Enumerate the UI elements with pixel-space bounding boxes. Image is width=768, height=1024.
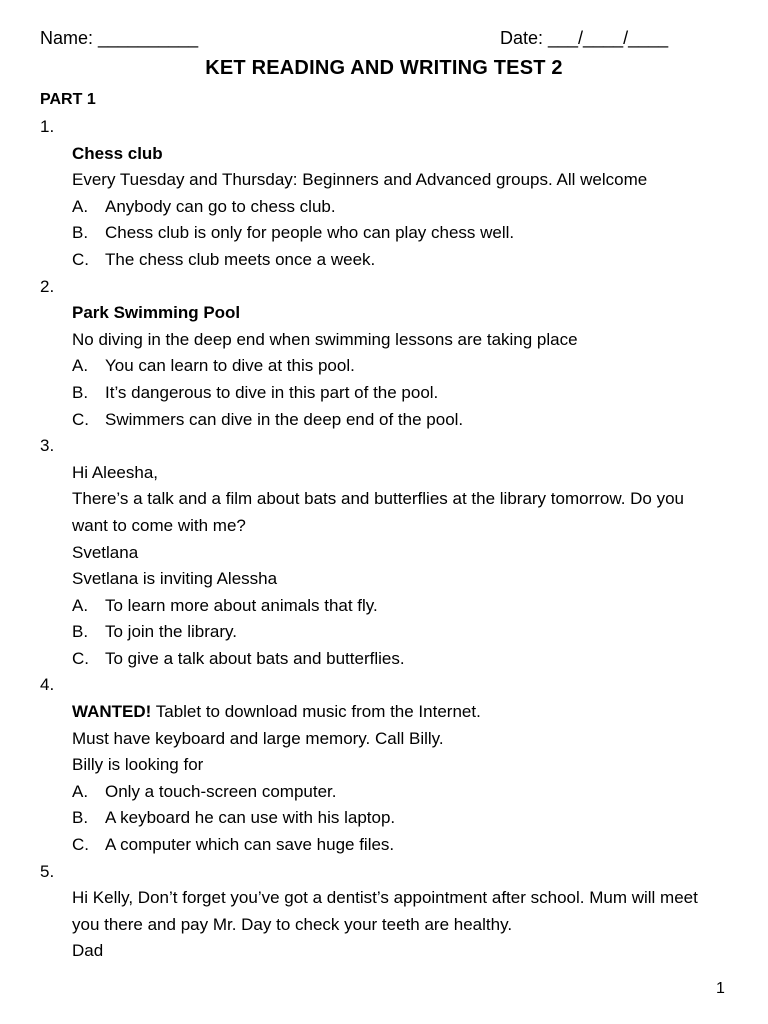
question-number: 2. <box>40 276 55 296</box>
option-text: To give a talk about bats and butterflies. <box>105 648 405 668</box>
option-letter: B. <box>72 808 89 828</box>
option-letter: C. <box>72 409 89 429</box>
question-5 <box>40 859 730 965</box>
option-b <box>40 380 730 407</box>
question-prompt: Svetlana is inviting Alessha <box>72 569 278 589</box>
option-text: Anybody can go to chess club. <box>105 196 336 216</box>
option-c <box>40 407 730 434</box>
question-number: 3. <box>40 436 55 456</box>
option-c <box>40 646 730 673</box>
header-row <box>40 28 730 50</box>
question-3 <box>40 433 730 672</box>
option-letter: A. <box>72 196 89 216</box>
part-label: PART 1 <box>40 91 96 108</box>
page-number: 1 <box>716 980 725 997</box>
option-text: You can learn to dive at this pool. <box>105 356 355 376</box>
notice-text <box>40 699 730 726</box>
option-c <box>40 247 730 274</box>
notice-line-2: Must have keyboard and large memory. Call Billy. <box>72 728 444 748</box>
option-letter: B. <box>72 223 89 243</box>
question-number: 1. <box>40 117 55 136</box>
option-text: To learn more about animals that fly. <box>105 595 378 615</box>
notice-rest: Tablet to download music from the Internet. <box>151 702 481 722</box>
option-letter: A. <box>72 595 89 615</box>
question-2 <box>40 274 730 434</box>
message-body: There’s a talk and a film about bats and butterflies at the library tomorrow. Do you want to come with me? <box>72 489 684 535</box>
option-text: Swimmers can dive in the deep end of the pool. <box>105 409 464 429</box>
option-letter: C. <box>72 648 89 668</box>
option-letter: A. <box>72 356 89 376</box>
option-a <box>40 779 730 806</box>
question-text: No diving in the deep end when swimming lessons are taking place <box>72 329 578 349</box>
option-letter: B. <box>72 382 89 402</box>
notice-lead: WANTED! <box>72 702 152 722</box>
message-body: Hi Kelly, Don’t forget you’ve got a dentist’s appointment after school. Mum will meet you there and pay Mr. Day to check your teeth are healthy. <box>72 888 698 934</box>
question-prompt: Billy is looking for <box>72 755 204 775</box>
questions-section <box>40 114 730 965</box>
date-field-label: Date: ___/____/____ <box>500 28 669 48</box>
option-text: Chess club is only for people who can play chess well. <box>105 223 515 243</box>
option-c <box>40 832 730 859</box>
option-b <box>40 220 730 247</box>
question-heading: Chess club <box>72 143 163 163</box>
question-number: 4. <box>40 675 55 695</box>
name-field-label: Name: __________ <box>40 28 199 48</box>
option-a <box>40 353 730 380</box>
question-4 <box>40 672 730 858</box>
option-letter: A. <box>72 781 89 801</box>
test-title: KET READING AND WRITING TEST 2 <box>205 57 563 79</box>
option-a <box>40 593 730 620</box>
option-letter: C. <box>72 249 89 269</box>
message-signature: Dad <box>72 941 104 961</box>
option-text: A keyboard he can use with his laptop. <box>105 808 396 828</box>
option-a <box>40 194 730 221</box>
question-1 <box>40 114 730 274</box>
question-text: Every Tuesday and Thursday: Beginners and Advanced groups. All welcome <box>72 170 648 190</box>
option-text: It’s dangerous to dive in this part of the pool. <box>105 382 439 402</box>
option-text: To join the library. <box>105 622 237 642</box>
option-text: A computer which can save huge files. <box>105 835 395 855</box>
message-signature: Svetlana <box>72 542 139 562</box>
question-heading: Park Swimming Pool <box>72 303 241 323</box>
option-b <box>40 805 730 832</box>
option-text: Only a touch-screen computer. <box>105 781 337 801</box>
message-greeting: Hi Aleesha, <box>72 462 158 482</box>
option-b <box>40 619 730 646</box>
question-number: 5. <box>40 861 55 881</box>
option-letter: C. <box>72 835 89 855</box>
option-text: The chess club meets once a week. <box>105 249 376 269</box>
option-letter: B. <box>72 622 89 642</box>
